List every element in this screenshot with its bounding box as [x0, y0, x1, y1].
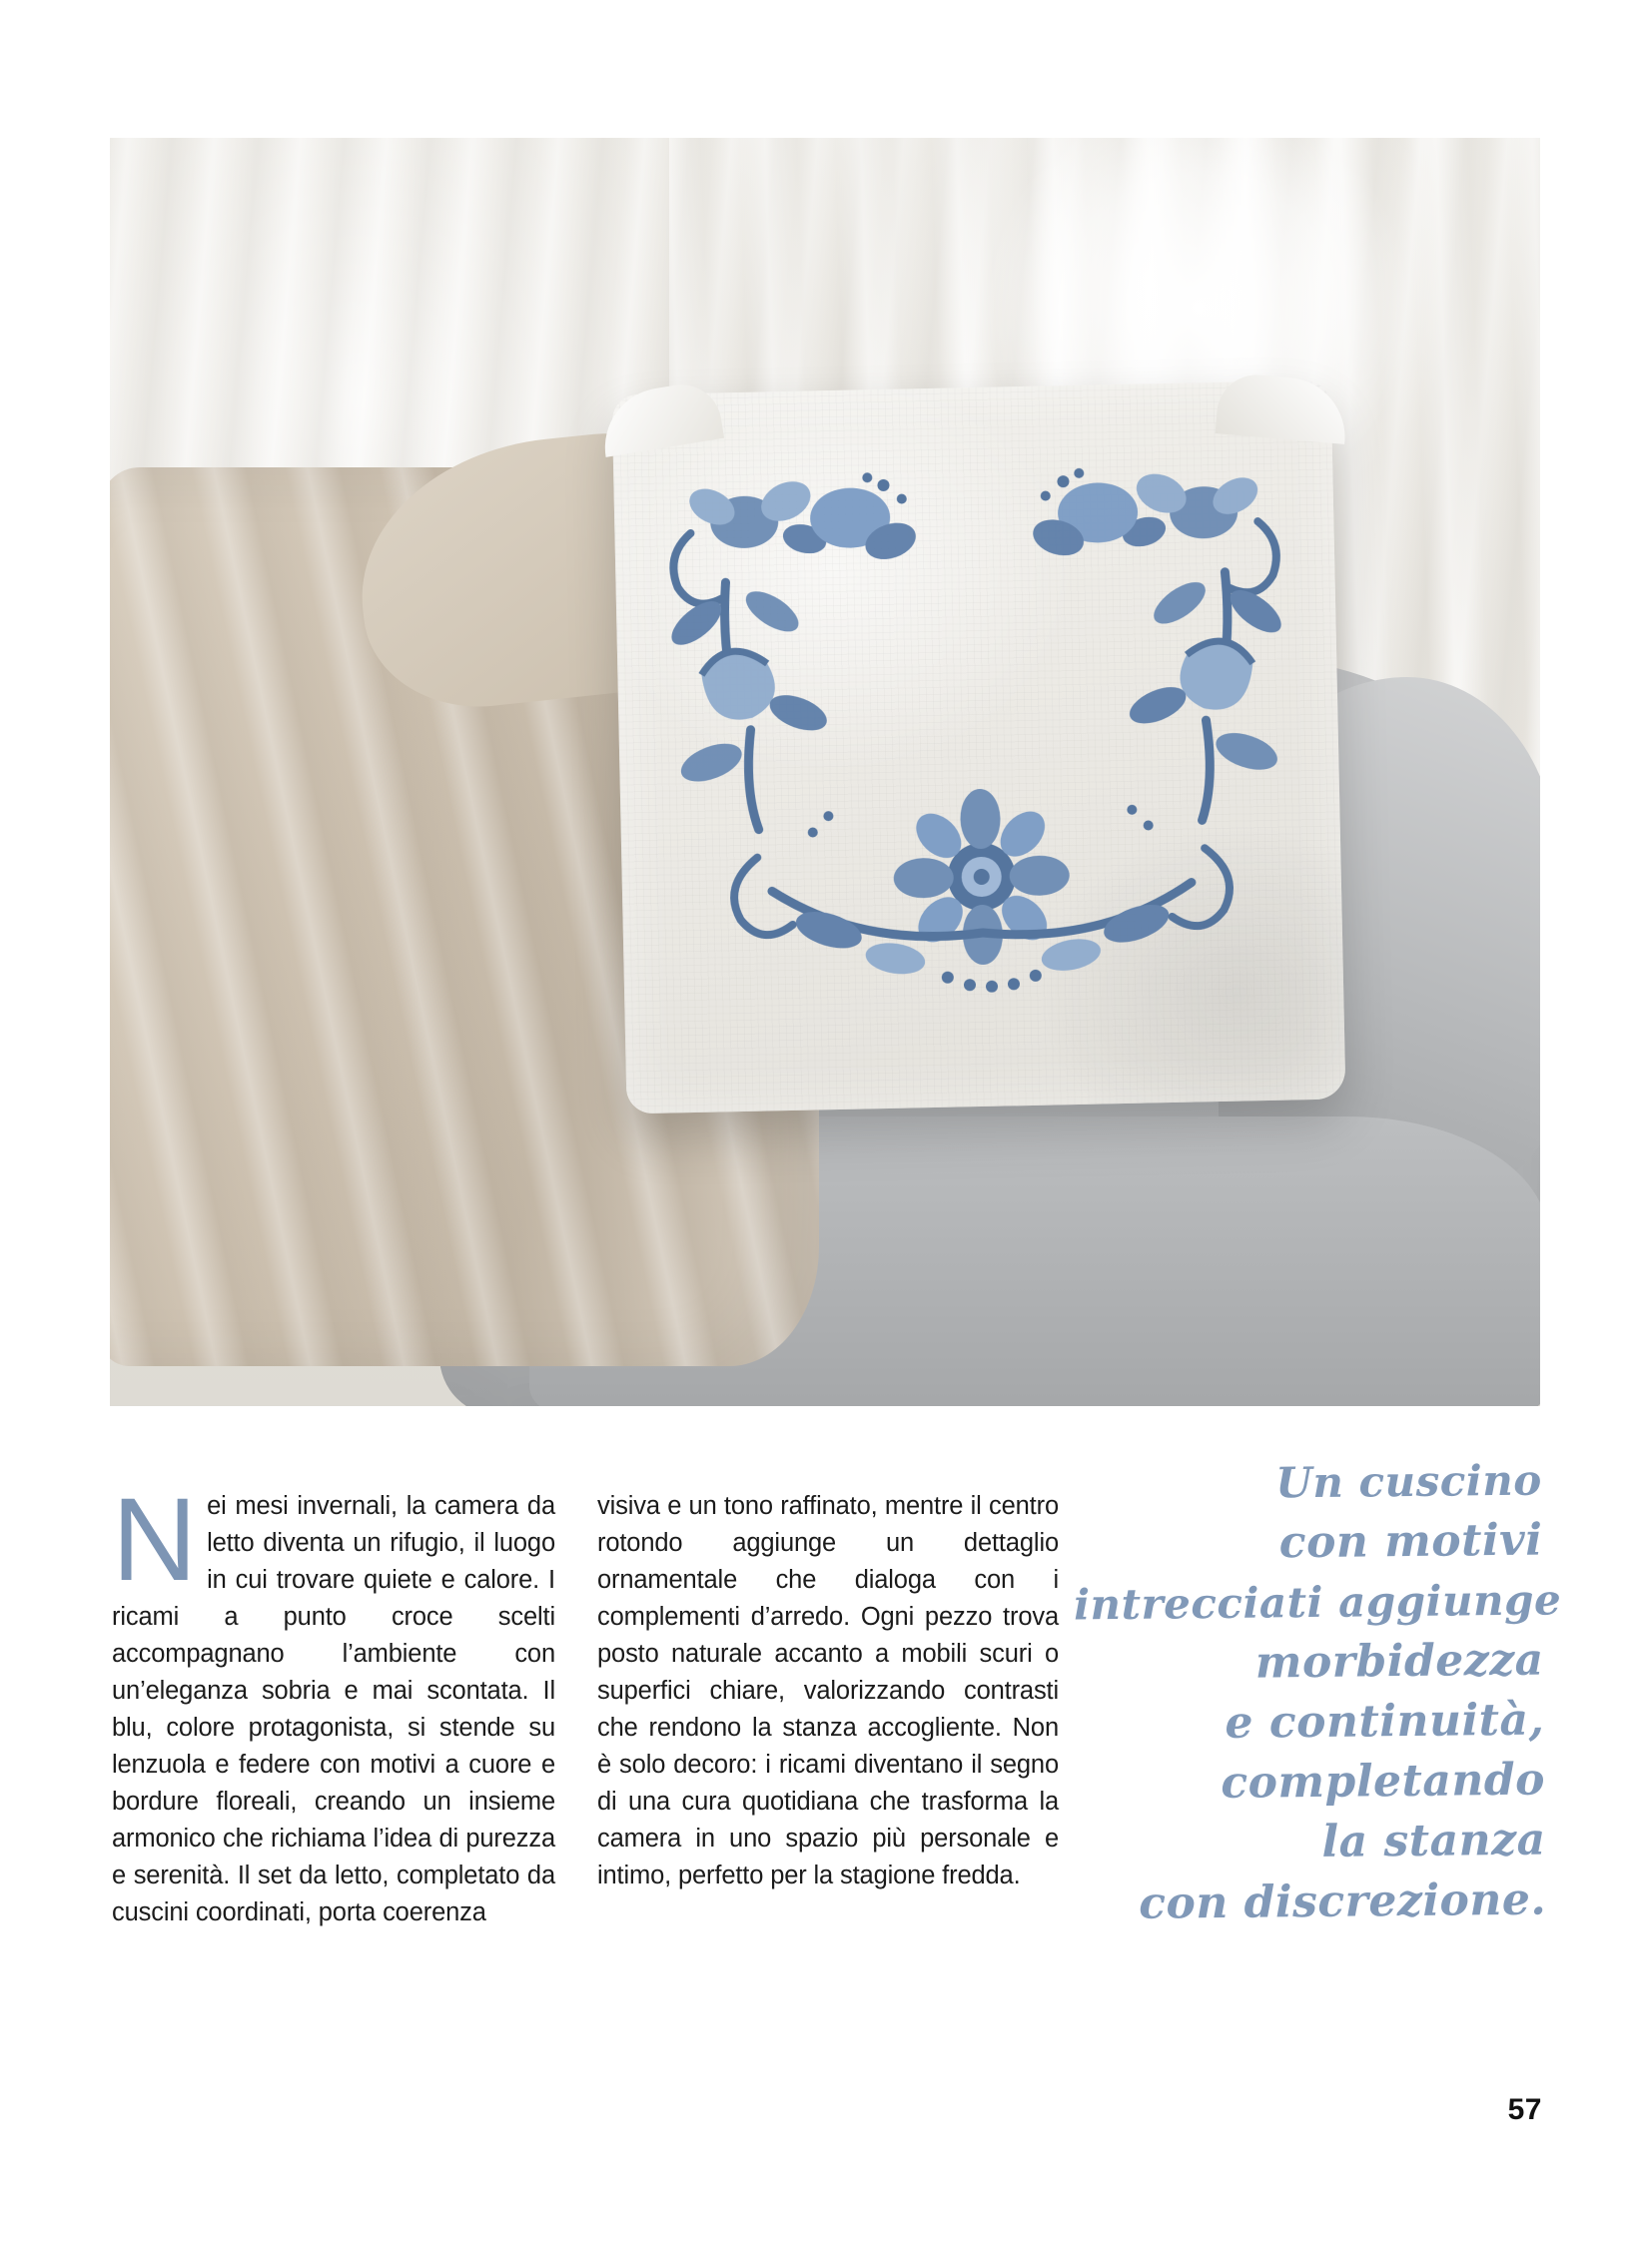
pull-quote-line-5: e continuità, — [1225, 1694, 1545, 1749]
hero-photo — [110, 138, 1540, 1406]
pull-quote-line-2: con motivi — [1278, 1514, 1543, 1569]
pull-quote-line-4: morbidezza — [1254, 1634, 1544, 1689]
pull-quote-line-6: completando — [1221, 1754, 1546, 1809]
pull-quote-line-7: la stanza — [1321, 1814, 1546, 1868]
article-column-2-text: visiva e un tono raffinato, mentre il centro rotondo aggiunge un dettaglio ornamentale che dialoga con i complementi d’arredo. Ogni pezzo trova posto naturale accanto a mobili scuri o superfici chiare, valorizzando contrasti che rendono la stanza accogliente. Non è solo decoro: i ricami diventano il segno di una cura quotidiana che trasforma la camera in uno spazio più personale e intimo, perfetto per la stagione fredda. — [597, 1492, 1059, 1889]
pull-quote-line-1: Un cuscino — [1274, 1455, 1543, 1508]
pull-quote-line-8: con discrezione. — [1138, 1873, 1547, 1929]
pull-quote — [1072, 1451, 1562, 1935]
pull-quote-line-3: intrecciati aggiunge — [1073, 1575, 1562, 1630]
page-number: 57 — [1507, 2093, 1542, 2126]
article-column-1 — [112, 1474, 555, 1931]
article-column-2 — [597, 1488, 1059, 1894]
drop-cap: N — [112, 1474, 198, 1606]
cross-stitch-floral-motif — [653, 450, 1304, 1063]
article-column-1-text: ei mesi invernali, la camera da letto diventa un rifugio, il luogo in cui trovare quiete e calore. I ricami a punto croce scelti accompagnano l’ambiente con un’eleganza sobria e mai scontata. Il blu, colore protagonista, si stende su lenzuola e federe con motivi a cuore e bordure floreali, creando un insieme armonico che richiama l’idea di purezza e serenità. Il set da letto, completato da cuscini coordinati, porta coerenza — [112, 1492, 555, 1926]
embroidered-cushion — [612, 380, 1346, 1115]
